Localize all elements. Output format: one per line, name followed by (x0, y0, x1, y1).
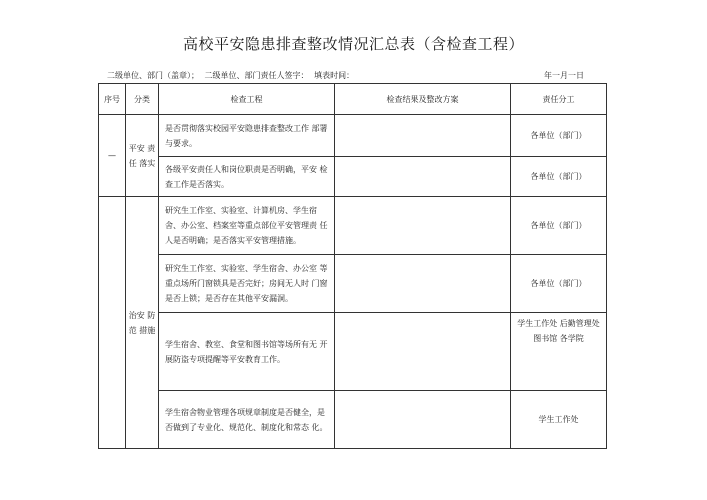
check-item: 学生宿舍、教室、食堂和图书馆等场所有无 开展防盗专项提醒等平安教育工作。 (159, 313, 335, 391)
header-seq: 序号 (99, 84, 126, 115)
responsibility-cell: 学生工作处 后勤管理处 图书馆 各学院 (511, 313, 607, 391)
group-seq: — (99, 115, 126, 197)
result-plan-cell[interactable] (335, 197, 511, 255)
check-item: 学生宿舍物业管理各项规章制度是否健全，是否做到了专业化、规范化、制度化和常态 化。 (159, 391, 335, 449)
table-row (99, 391, 607, 449)
table-header-row (99, 84, 607, 115)
responsibility-cell: 各单位（部门） (511, 115, 607, 157)
check-item: 研究生工作室、实验室、计算机房、学生宿舍、办公室、档案室等重点部位平安管理责 任人是否明确；是否落实平安管理措施。 (159, 197, 335, 255)
date-label: 年一月一日 (544, 71, 584, 80)
responsibility-cell: 各单位（部门） (511, 157, 607, 197)
table-row (99, 255, 607, 313)
result-plan-cell[interactable] (335, 391, 511, 449)
form-info-line (107, 70, 357, 81)
page-title: 高校平安隐患排查整改情况汇总表（含检查工程） (182, 35, 524, 53)
fill-time-label: 填表时间： (314, 71, 355, 80)
header-plan: 检查结果及整改方案 (335, 84, 511, 115)
header-item: 检查工程 (159, 84, 335, 115)
table-row (99, 157, 607, 197)
group-category: 治安 防范 措施 (126, 197, 159, 449)
responsibility-cell: 各单位（部门） (511, 255, 607, 313)
leader-sign-label: 二级单位、部门责任人签字： (204, 71, 309, 80)
header-resp: 责任分工 (511, 84, 607, 115)
responsibility-cell: 学生工作处 (511, 391, 607, 449)
result-plan-cell[interactable] (335, 255, 511, 313)
table-row (99, 197, 607, 255)
check-item: 是否贯彻落实校园平安隐患排查整改工作 部署与要求。 (159, 115, 335, 157)
responsibility-cell: 各单位（部门） (511, 197, 607, 255)
result-plan-cell[interactable] (335, 313, 511, 391)
check-item: 各级平安责任人和岗位职责是否明确，平安 检查工作是否落实。 (159, 157, 335, 197)
table-row (99, 313, 607, 391)
result-plan-cell[interactable] (335, 157, 511, 197)
result-plan-cell[interactable] (335, 115, 511, 157)
group-seq (99, 197, 126, 449)
group-category: 平安 责任 落实 (126, 115, 159, 197)
inspection-table (98, 83, 607, 449)
table-row (99, 115, 607, 157)
check-item: 研究生工作室、实验室、学生宿舍、办公室 等重点场所门窗锁具是否完好；房间无人时 门窗是否上锁；是否存在其他平安漏洞。 (159, 255, 335, 313)
unit-stamp-label: 二级单位、部门（盖章）； (107, 71, 199, 80)
header-category: 分类 (126, 84, 159, 115)
